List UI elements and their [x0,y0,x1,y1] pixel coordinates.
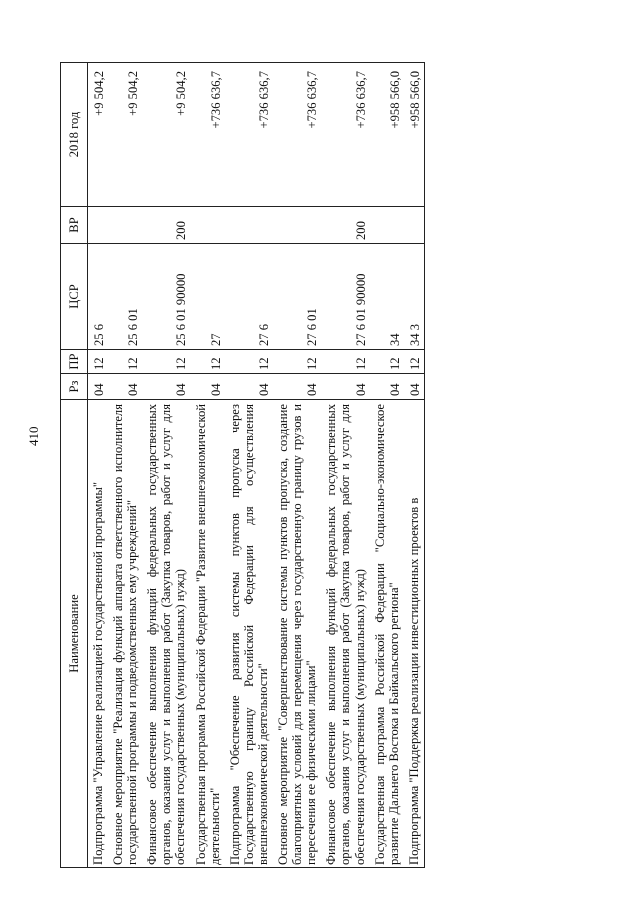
row-rz: 04 [404,374,425,400]
row-pr: 12 [273,350,321,374]
row-name: Основное мероприятие "Реализация функций аппарата ответственного исполнителя государственной программы и подведомственных ему учреждений" [108,400,142,868]
row-pr: 12 [88,350,109,374]
budget-table [60,62,425,868]
row-vr [108,207,142,244]
table-row [273,63,321,868]
table-row [370,63,404,868]
row-name: Подпрограмма "Обеспечение развития системы пунктов пропуска через Государственную границу Российской Федерации для осуществления внешнеэкономической деятельности" [225,400,273,868]
table-header-row [61,63,88,868]
row-name: Финансовое обеспечение выполнения функций федеральных государственных органов, оказания услуг и выполнения работ (Закупка товаров, работ и услуг для обеспечения государственных (муниципальных) нужд) [142,400,190,868]
row-rz: 04 [321,374,369,400]
row-name: Основное мероприятие "Совершенствование системы пунктов пропуска, создание благоприятных условий для перемещения через государственную границу грузов и пересечения ее физическими лицами" [273,400,321,868]
row-vr [191,207,225,244]
row-name: Подпрограмма "Управление реализацией государственной программы" [88,400,109,868]
row-csr: 27 [191,244,225,350]
row-amount: +958 566,0 [370,63,404,207]
header-vr: ВР [61,207,88,244]
row-vr [88,207,109,244]
table-row [404,63,425,868]
row-vr: 200 [321,207,369,244]
table-row [142,63,190,868]
row-vr [225,207,273,244]
row-pr: 12 [321,350,369,374]
row-rz: 04 [88,374,109,400]
row-vr [273,207,321,244]
row-name: Финансовое обеспечение выполнения функций федеральных государственных органов, оказания услуг и выполнения работ (Закупка товаров, работ и услуг для обеспечения государственных (муниципальных) нужд) [321,400,369,868]
header-rz: Рз [61,374,88,400]
table-row [108,63,142,868]
table-row [191,63,225,868]
row-amount: +736 636,7 [273,63,321,207]
row-vr [404,207,425,244]
row-rz: 04 [225,374,273,400]
row-csr: 25 6 [88,244,109,350]
header-year: 2018 год [61,63,88,207]
row-rz: 04 [142,374,190,400]
row-pr: 12 [370,350,404,374]
row-amount: +736 636,7 [225,63,273,207]
row-vr [370,207,404,244]
row-name: Государственная программа Российской Федерации "Развитие внешнеэкономической деятельности" [191,400,225,868]
row-pr: 12 [108,350,142,374]
row-name: Государственная программа Российской Федерации "Социально-экономическое развитие Дальнего Востока и Байкальского региона" [370,400,404,868]
row-rz: 04 [191,374,225,400]
row-pr: 12 [191,350,225,374]
header-csr: ЦСР [61,244,88,350]
page-number: 410 [26,426,41,446]
row-vr: 200 [142,207,190,244]
row-amount: +9 504,2 [142,63,190,207]
row-amount: +9 504,2 [108,63,142,207]
header-pr: ПР [61,350,88,374]
row-amount: +9 504,2 [88,63,109,207]
row-csr: 27 6 01 90000 [321,244,369,350]
table-row [321,63,369,868]
row-amount: +736 636,7 [191,63,225,207]
row-csr: 34 [370,244,404,350]
row-amount: +958 566,0 [404,63,425,207]
row-pr: 12 [404,350,425,374]
row-rz: 04 [273,374,321,400]
row-csr: 25 6 01 [108,244,142,350]
row-csr: 34 3 [404,244,425,350]
header-name: Наименование [61,400,88,868]
table-row [88,63,109,868]
row-pr: 12 [142,350,190,374]
budget-table-sheet [60,63,590,868]
row-pr: 12 [225,350,273,374]
row-rz: 04 [370,374,404,400]
row-csr: 25 6 01 90000 [142,244,190,350]
row-csr: 27 6 [225,244,273,350]
row-amount: +736 636,7 [321,63,369,207]
row-name: Подпрограмма "Поддержка реализации инвестиционных проектов в [404,400,425,868]
row-csr: 27 6 01 [273,244,321,350]
row-rz: 04 [108,374,142,400]
table-row [225,63,273,868]
